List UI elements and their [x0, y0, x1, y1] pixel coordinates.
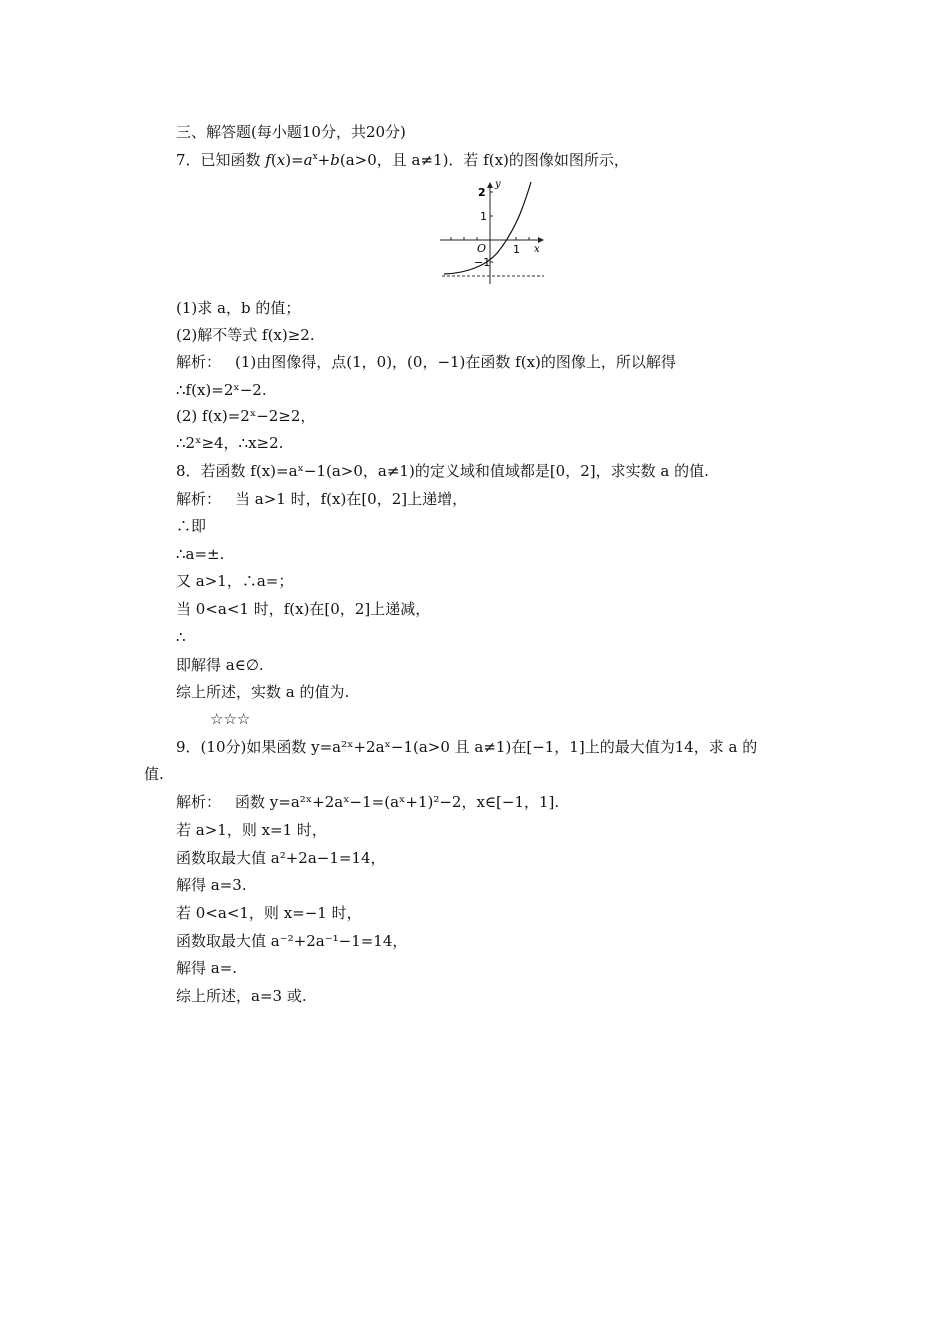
q9-solution-1-text: 函数 y=a²ˣ+2aˣ−1=(aˣ+1)²−2，x∈[−1，1]. — [235, 793, 560, 811]
q7-solution-4: ∴2ˣ≥4，∴x≥2. — [176, 434, 284, 452]
q8-solution-6: ∴ — [176, 628, 186, 646]
q8-solution-4: 又 a>1，∴a=； — [176, 572, 294, 590]
origin-label: O — [477, 242, 487, 255]
stars-divider: ☆☆☆ — [210, 710, 251, 728]
q7-graph — [440, 178, 550, 286]
x-axis-label: x — [534, 244, 540, 255]
q9-solution-4: 解得 a=3. — [176, 876, 247, 894]
q8-solution-5: 当 0<a<1 时，f(x)在[0，2]上递减， — [176, 600, 431, 618]
q7-solution-label: 解析： — [176, 353, 222, 371]
q8-solution-2: ∴即 — [176, 517, 207, 535]
q7-stem: 7．已知函数 $f(x)=a^x+b(a>0$，且 a≠1)．若 f(x)的图像如图所示， — [176, 151, 629, 169]
q7-stem-cond: (a>0，且 a≠1)．若 f(x)的图像如图所示， — [339, 151, 629, 169]
q7-solution-2: ∴f(x)=2ˣ−2. — [176, 381, 267, 399]
q7-solution-1-text: (1)由图像得，点(1，0)，(0，−1)在函数 f(x)的图像上，所以解得 — [235, 353, 676, 371]
q7-solution-1 — [176, 352, 676, 372]
q9-solution-5: 若 0<a<1，则 x=−1 时， — [176, 904, 362, 922]
section-title: 三、解答题(每小题10分，共20分) — [176, 123, 406, 141]
q9-stem-1: 9．(10分)如果函数 y=a²ˣ+2aˣ−1(a>0 且 a≠1)在[−1，1]上的最大值为14，求 a 的 — [176, 738, 758, 756]
q8-solution-1-text: 当 a>1 时，f(x)在[0，2]上递增， — [235, 490, 468, 508]
q8-solution-7: 即解得 a∈∅. — [176, 656, 264, 674]
q7-solution-3: (2) f(x)=2ˣ−2≥2， — [176, 407, 316, 425]
q9-solution-2: 若 a>1，则 x=1 时， — [176, 821, 327, 839]
q8-solution-label: 解析： — [176, 490, 222, 508]
q9-solution-6: 函数取最大值 a⁻²+2a⁻¹−1=14， — [176, 932, 408, 950]
q7-stem-prefix: 7．已知函数 — [176, 151, 266, 169]
q7-part1: (1)求 a，b 的值； — [176, 299, 301, 317]
q9-solution-1 — [176, 792, 559, 812]
q8-solution-1 — [176, 489, 467, 509]
x-tick-1: 1 — [513, 243, 520, 256]
q9-stem-2: 值. — [144, 765, 164, 783]
y-tick-neg1: −1 — [474, 256, 491, 269]
q9-solution-8: 综上所述，a=3 或. — [176, 987, 307, 1005]
y-tick-2: 2 — [478, 186, 486, 199]
q7-part2: (2)解不等式 f(x)≥2. — [176, 326, 315, 344]
q9-solution-3: 函数取最大值 a²+2a−1=14， — [176, 849, 386, 867]
q8-solution-8: 综上所述，实数 a 的值为. — [176, 683, 350, 701]
q9-solution-7: 解得 a=. — [176, 959, 238, 977]
q8-solution-3: ∴a=±. — [176, 545, 225, 563]
y-axis-label: y — [495, 179, 501, 190]
q8-stem: 8．若函数 f(x)=aˣ−1(a>0，a≠1)的定义域和值域都是[0，2]，求实数 a 的值. — [176, 462, 709, 480]
q9-solution-label: 解析： — [176, 793, 222, 811]
x-axis-arrow — [538, 237, 544, 243]
y-axis-arrow — [487, 182, 493, 188]
y-tick-1: 1 — [480, 210, 487, 223]
